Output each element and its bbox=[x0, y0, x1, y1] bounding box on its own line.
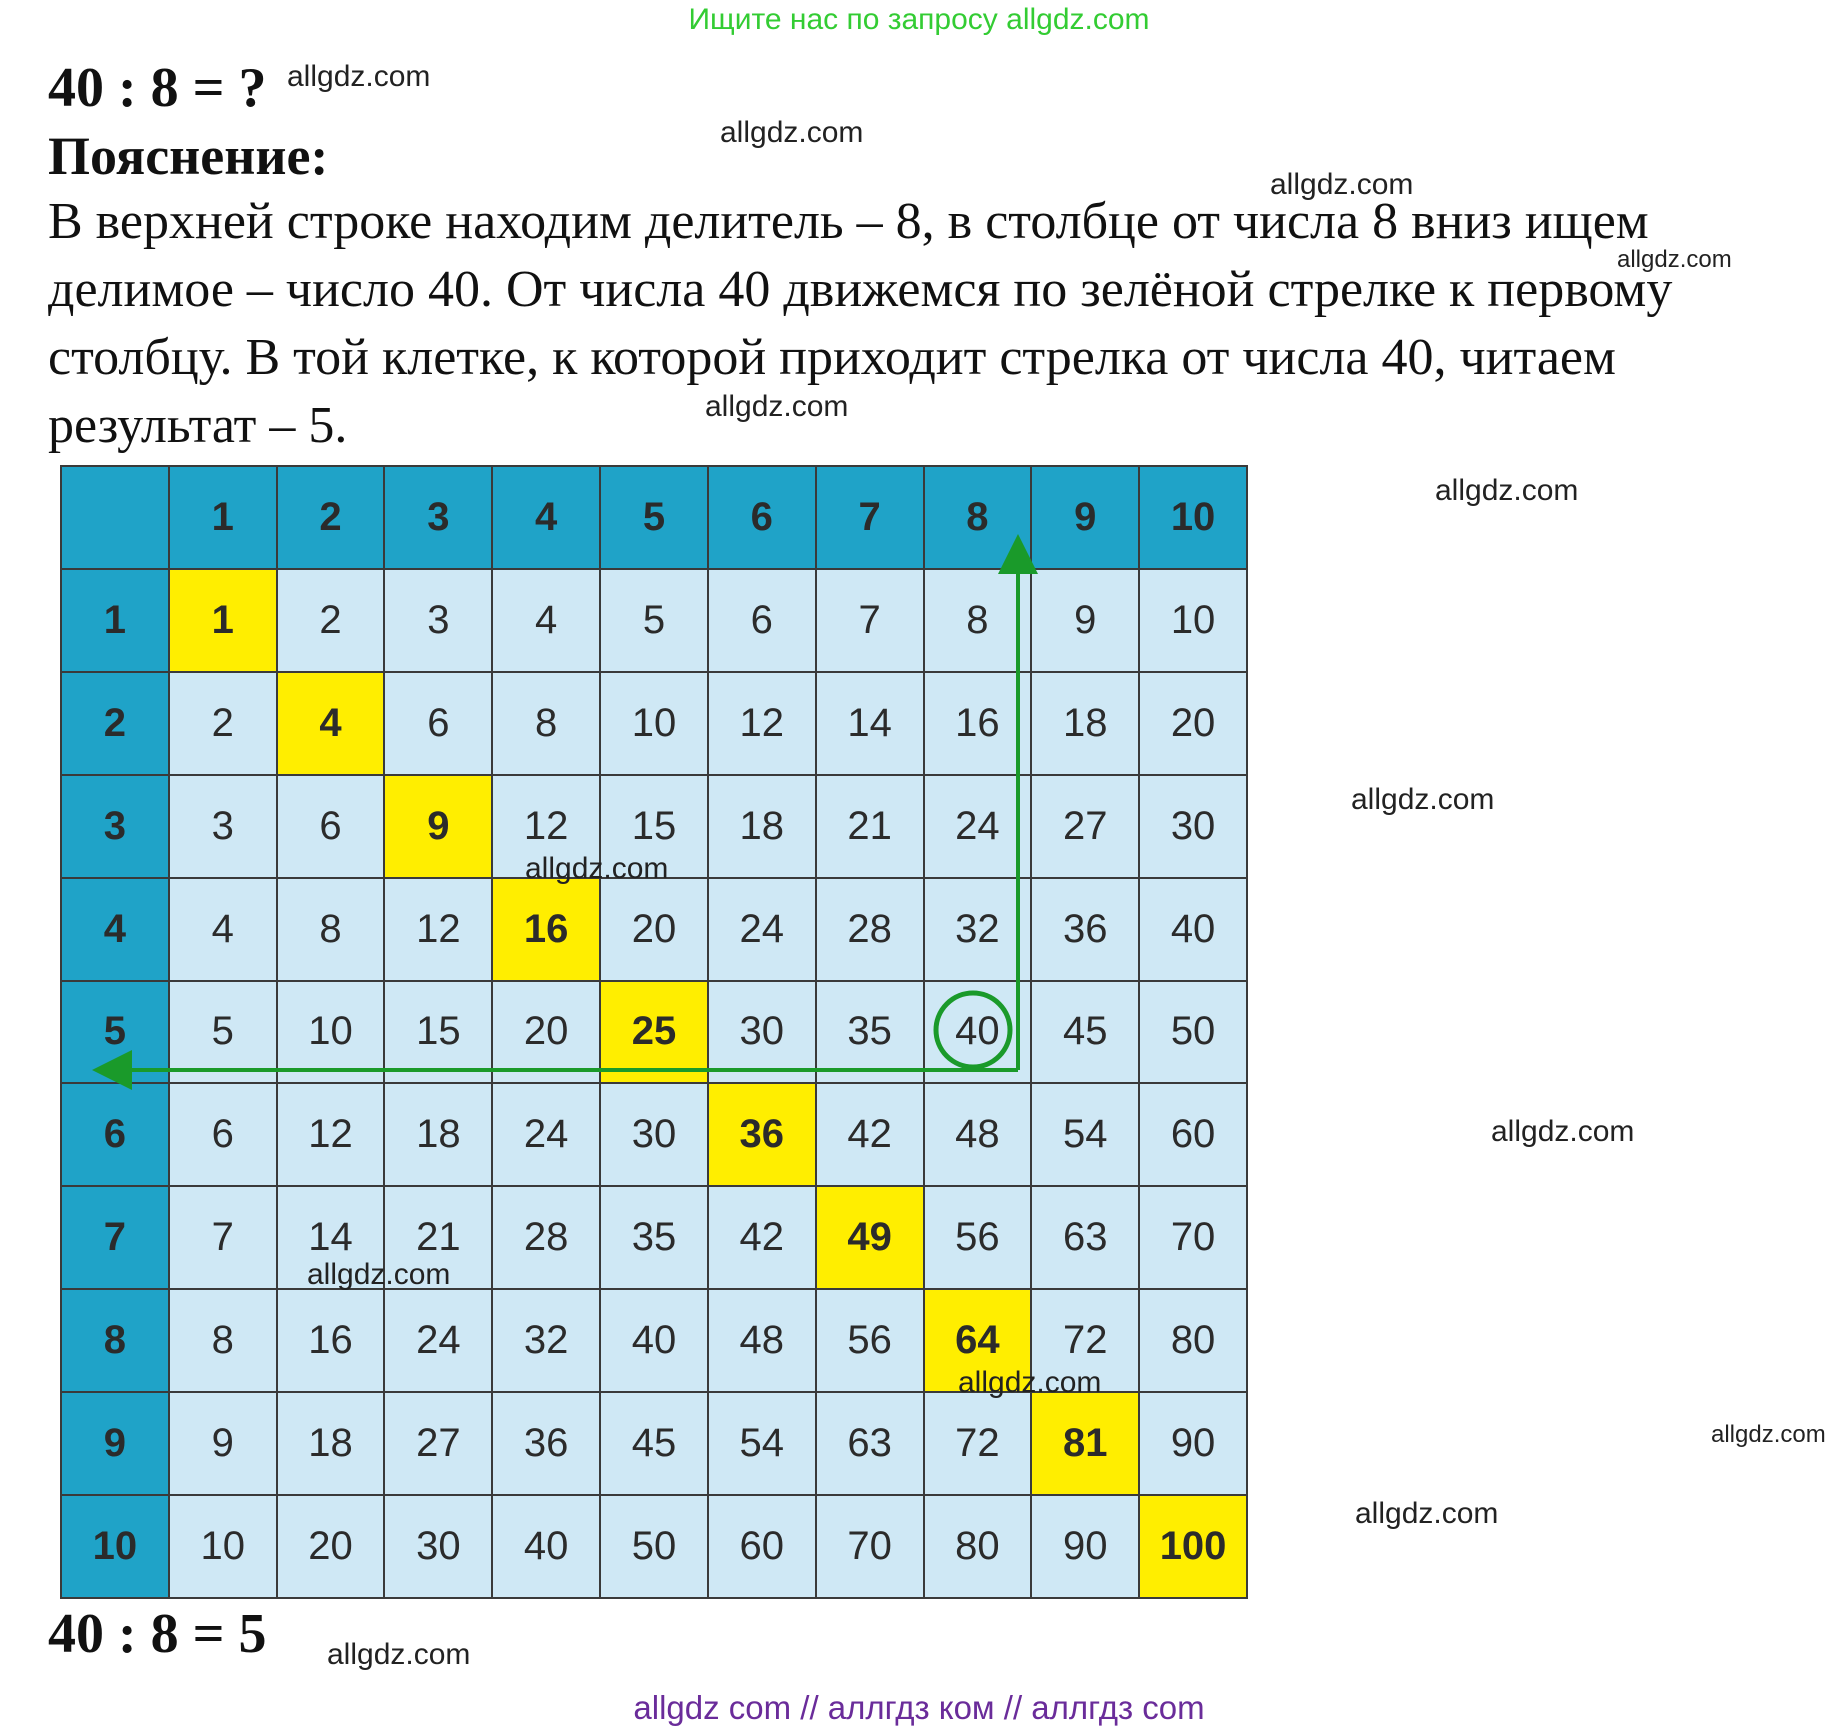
table-cell: 80 bbox=[1139, 1289, 1247, 1392]
table-cell: 18 bbox=[384, 1083, 492, 1186]
table-cell: 24 bbox=[708, 878, 816, 981]
table-cell: 3 bbox=[384, 569, 492, 672]
column-header-cell: 6 bbox=[708, 466, 816, 569]
table-cell: 30 bbox=[708, 981, 816, 1084]
watermark: allgdz.com bbox=[1617, 246, 1732, 273]
watermark: allgdz.com bbox=[287, 60, 431, 93]
table-row bbox=[61, 569, 1247, 672]
watermark: allgdz.com bbox=[327, 1638, 471, 1671]
row-header-cell: 1 bbox=[61, 569, 169, 672]
explanation-heading: Пояснение: bbox=[48, 126, 329, 186]
table-cell: 72 bbox=[924, 1392, 1032, 1495]
diagonal-cell: 1 bbox=[169, 569, 277, 672]
table-cell: 6 bbox=[277, 775, 385, 878]
table-cell: 18 bbox=[708, 775, 816, 878]
table-cell: 8 bbox=[492, 672, 600, 775]
table-cell: 50 bbox=[600, 1495, 708, 1598]
table-cell: 18 bbox=[277, 1392, 385, 1495]
table-cell: 30 bbox=[600, 1083, 708, 1186]
table-cell: 9 bbox=[1031, 569, 1139, 672]
table-cell: 24 bbox=[384, 1289, 492, 1392]
row-header-cell: 2 bbox=[61, 672, 169, 775]
question: 40 : 8 = ? bbox=[48, 57, 267, 119]
watermark: allgdz.com bbox=[525, 852, 669, 885]
table-cell: 63 bbox=[816, 1392, 924, 1495]
table-cell: 8 bbox=[169, 1289, 277, 1392]
table-cell: 16 bbox=[277, 1289, 385, 1392]
diagonal-cell: 100 bbox=[1139, 1495, 1247, 1598]
table-cell: 7 bbox=[169, 1186, 277, 1289]
column-header-cell: 8 bbox=[924, 466, 1032, 569]
top-banner: Ищите нас по запросу allgdz.com bbox=[688, 3, 1150, 36]
multiplication-grid bbox=[60, 465, 1248, 1599]
table-cell: 56 bbox=[816, 1289, 924, 1392]
table-cell: 90 bbox=[1031, 1495, 1139, 1598]
table-cell: 10 bbox=[600, 672, 708, 775]
table-cell: 10 bbox=[277, 981, 385, 1084]
watermark: allgdz.com bbox=[705, 390, 849, 423]
table-cell: 35 bbox=[816, 981, 924, 1084]
table-cell: 30 bbox=[384, 1495, 492, 1598]
table-cell: 80 bbox=[924, 1495, 1032, 1598]
table-row bbox=[61, 1186, 1247, 1289]
table-cell: 54 bbox=[1031, 1083, 1139, 1186]
table-cell: 21 bbox=[816, 775, 924, 878]
table-cell: 5 bbox=[600, 569, 708, 672]
answer: 40 : 8 = 5 bbox=[48, 1603, 267, 1665]
diagonal-cell: 49 bbox=[816, 1186, 924, 1289]
watermark: allgdz.com bbox=[1355, 1497, 1499, 1530]
table-cell: 24 bbox=[924, 775, 1032, 878]
table-row bbox=[61, 878, 1247, 981]
row-header-cell: 6 bbox=[61, 1083, 169, 1186]
table-cell: 90 bbox=[1139, 1392, 1247, 1495]
table-cell: 20 bbox=[600, 878, 708, 981]
table-cell: 36 bbox=[492, 1392, 600, 1495]
table-cell: 27 bbox=[1031, 775, 1139, 878]
diagonal-cell: 4 bbox=[277, 672, 385, 775]
footer-links: allgdz com // аллгдз ком // аллгдз com bbox=[633, 1689, 1205, 1726]
row-header-cell: 5 bbox=[61, 981, 169, 1084]
table-cell: 18 bbox=[1031, 672, 1139, 775]
table-cell: 45 bbox=[1031, 981, 1139, 1084]
table-cell: 14 bbox=[816, 672, 924, 775]
table-cell: 60 bbox=[1139, 1083, 1247, 1186]
table-cell: 12 bbox=[708, 672, 816, 775]
column-header-cell: 4 bbox=[492, 466, 600, 569]
table-cell: 48 bbox=[708, 1289, 816, 1392]
table-cell: 42 bbox=[816, 1083, 924, 1186]
table-cell: 40 bbox=[924, 981, 1032, 1084]
table-cell: 48 bbox=[924, 1083, 1032, 1186]
table-cell: 14 bbox=[277, 1186, 385, 1289]
table-cell: 21 bbox=[384, 1186, 492, 1289]
table-cell: 2 bbox=[277, 569, 385, 672]
diagonal-cell: 16 bbox=[492, 878, 600, 981]
table-cell: 4 bbox=[169, 878, 277, 981]
table-cell: 6 bbox=[708, 569, 816, 672]
table-cell: 42 bbox=[708, 1186, 816, 1289]
column-header-cell: 10 bbox=[1139, 466, 1247, 569]
table-cell: 2 bbox=[169, 672, 277, 775]
table-cell: 45 bbox=[600, 1392, 708, 1495]
table-cell: 63 bbox=[1031, 1186, 1139, 1289]
table-cell: 36 bbox=[1031, 878, 1139, 981]
table-cell: 40 bbox=[492, 1495, 600, 1598]
watermark: allgdz.com bbox=[1711, 1421, 1826, 1448]
table-row bbox=[61, 1392, 1247, 1495]
table-cell: 12 bbox=[277, 1083, 385, 1186]
table-cell: 35 bbox=[600, 1186, 708, 1289]
watermark: allgdz.com bbox=[720, 116, 864, 149]
table-cell: 5 bbox=[169, 981, 277, 1084]
table-cell: 10 bbox=[169, 1495, 277, 1598]
column-header-cell: 7 bbox=[816, 466, 924, 569]
diagonal-cell: 25 bbox=[600, 981, 708, 1084]
table-cell: 27 bbox=[384, 1392, 492, 1495]
column-header-cell: 1 bbox=[169, 466, 277, 569]
table-cell: 15 bbox=[384, 981, 492, 1084]
table-cell: 60 bbox=[708, 1495, 816, 1598]
watermark: allgdz.com bbox=[1435, 474, 1579, 507]
table-cell: 10 bbox=[1139, 569, 1247, 672]
column-header-cell: 9 bbox=[1031, 466, 1139, 569]
explanation-text: В верхней строке находим делитель – 8, в столбце от числа 8 вниз ищем делимое – число 40. От числа 40 движемся по зелёной стрелке к первому столбцу. В той клетке, к которой приходит стрелка от числа 40, читаем результат – 5. bbox=[48, 193, 1673, 454]
watermark: allgdz.com bbox=[1351, 783, 1495, 816]
watermark: allgdz.com bbox=[307, 1258, 451, 1291]
table-row bbox=[61, 1083, 1247, 1186]
table-cell: 16 bbox=[924, 672, 1032, 775]
table-cell: 24 bbox=[492, 1083, 600, 1186]
table-cell: 6 bbox=[169, 1083, 277, 1186]
table-cell: 28 bbox=[816, 878, 924, 981]
table-cell: 40 bbox=[600, 1289, 708, 1392]
column-header-cell: 3 bbox=[384, 466, 492, 569]
table-cell: 70 bbox=[816, 1495, 924, 1598]
diagonal-cell: 64 bbox=[924, 1289, 1032, 1392]
header-row bbox=[61, 466, 1247, 569]
table-cell: 32 bbox=[924, 878, 1032, 981]
corner-cell bbox=[61, 466, 169, 569]
row-header-cell: 7 bbox=[61, 1186, 169, 1289]
table-cell: 15 bbox=[600, 775, 708, 878]
row-header-cell: 10 bbox=[61, 1495, 169, 1598]
table-cell: 8 bbox=[924, 569, 1032, 672]
table-cell: 3 bbox=[169, 775, 277, 878]
row-header-cell: 3 bbox=[61, 775, 169, 878]
row-header-cell: 4 bbox=[61, 878, 169, 981]
table-cell: 6 bbox=[384, 672, 492, 775]
diagonal-cell: 36 bbox=[708, 1083, 816, 1186]
table-cell: 4 bbox=[492, 569, 600, 672]
watermark: allgdz.com bbox=[958, 1366, 1102, 1399]
table-cell: 50 bbox=[1139, 981, 1247, 1084]
table-cell: 30 bbox=[1139, 775, 1247, 878]
table-row bbox=[61, 1495, 1247, 1598]
table-cell: 12 bbox=[384, 878, 492, 981]
table-cell: 20 bbox=[1139, 672, 1247, 775]
table-cell: 9 bbox=[169, 1392, 277, 1495]
column-header-cell: 2 bbox=[277, 466, 385, 569]
table-cell: 12 bbox=[492, 775, 600, 878]
table-cell: 56 bbox=[924, 1186, 1032, 1289]
table-cell: 72 bbox=[1031, 1289, 1139, 1392]
table-cell: 54 bbox=[708, 1392, 816, 1495]
watermark: allgdz.com bbox=[1491, 1115, 1635, 1148]
watermark: allgdz.com bbox=[1270, 168, 1414, 201]
table-cell: 7 bbox=[816, 569, 924, 672]
table-cell: 70 bbox=[1139, 1186, 1247, 1289]
table-cell: 32 bbox=[492, 1289, 600, 1392]
row-header-cell: 8 bbox=[61, 1289, 169, 1392]
row-header-cell: 9 bbox=[61, 1392, 169, 1495]
table-cell: 40 bbox=[1139, 878, 1247, 981]
table-cell: 20 bbox=[277, 1495, 385, 1598]
table-row bbox=[61, 981, 1247, 1084]
diagonal-cell: 81 bbox=[1031, 1392, 1139, 1495]
table-cell: 28 bbox=[492, 1186, 600, 1289]
column-header-cell: 5 bbox=[600, 466, 708, 569]
table-cell: 20 bbox=[492, 981, 600, 1084]
diagonal-cell: 9 bbox=[384, 775, 492, 878]
table-cell: 8 bbox=[277, 878, 385, 981]
multiplication-table bbox=[60, 465, 1248, 1599]
table-row bbox=[61, 672, 1247, 775]
